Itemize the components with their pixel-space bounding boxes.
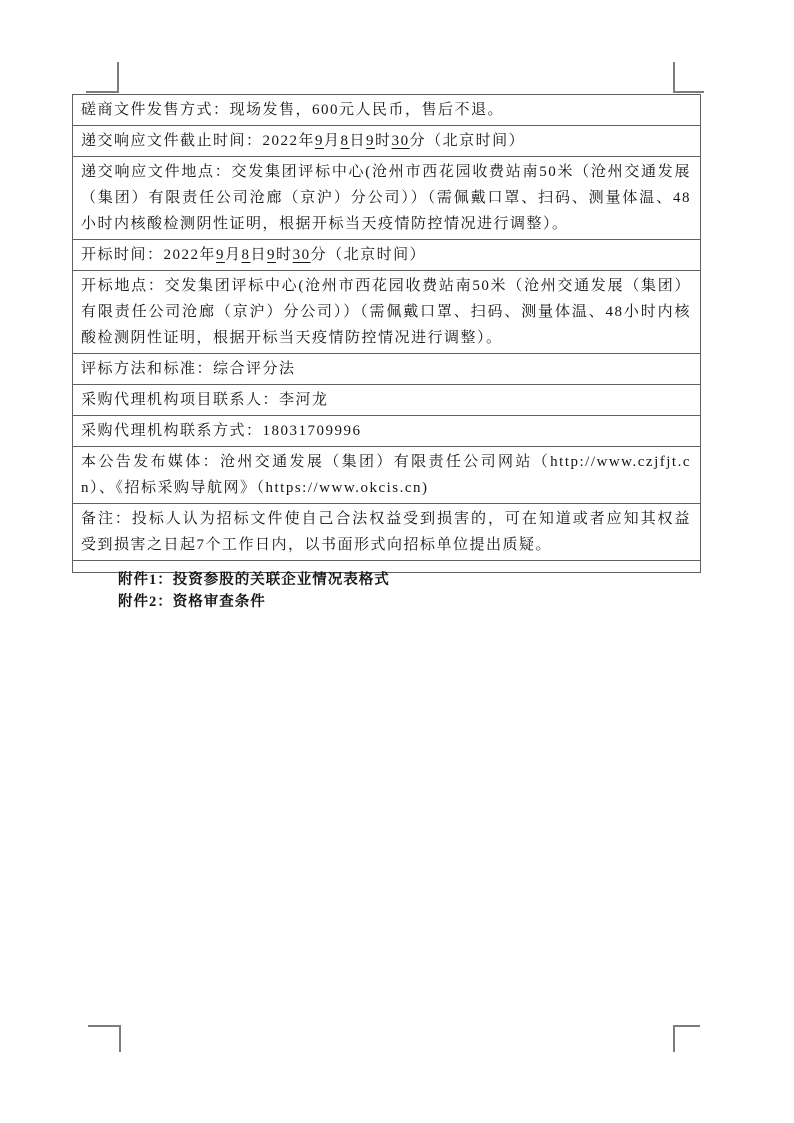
cell-text: 分（北京时间） (310, 247, 427, 263)
table-cell-bid-opening-time (73, 240, 701, 271)
crop-mark-top-left (86, 62, 119, 93)
table-row-response-file-deadline (73, 126, 701, 157)
table-cell-announcement-media (73, 447, 701, 504)
table-row-remarks (73, 504, 701, 561)
cell-text: 评标方法和标准：综合评分法 (81, 361, 296, 377)
table-cell-response-file-location (73, 157, 701, 240)
underlined-text: 30 (391, 133, 410, 149)
cell-text: 分（北京时间） (409, 133, 526, 149)
cell-text: 采购代理机构联系方式：18031709996 (81, 423, 362, 439)
table-row-announcement-media (73, 447, 701, 504)
tender-info-table-body (73, 95, 701, 573)
underlined-text: 9 (315, 133, 325, 149)
underlined-text: 8 (340, 133, 350, 149)
table-cell-agency-project-contact (73, 385, 701, 416)
table-cell-remarks (73, 504, 701, 561)
cell-text: 递交响应文件地点：交发集团评标中心(沧州市西花园收费站南50米（沧州交通发展（集团）有限责任公司沧廊（京沪）分公司））（需佩戴口罩、扫码、测量体温、48小时内核酸检测阴性证明，根据开标当天疫情防控情况进行调整）。 (81, 164, 691, 232)
table-row-response-file-location (73, 157, 701, 240)
underlined-text: 9 (366, 133, 376, 149)
table-cell-evaluation-method (73, 354, 701, 385)
cell-text: 日 (349, 133, 367, 149)
underlined-text: 9 (216, 247, 226, 263)
table-row-consultation-doc-sale-method (73, 95, 701, 126)
attachment-note-1: 附件1：投资参股的关联企业情况表格式 (118, 572, 390, 588)
tender-info-table (72, 94, 701, 573)
cell-text: 递交响应文件截止时间：2022年 (81, 133, 316, 149)
table-row-agency-project-contact (73, 385, 701, 416)
underlined-text: 9 (267, 247, 277, 263)
table-cell-consultation-doc-sale-method (73, 95, 701, 126)
cell-text: 日 (250, 247, 268, 263)
cell-text: 磋商文件发售方式：现场发售，600元人民币，售后不退。 (81, 102, 505, 118)
table-row-bid-opening-time (73, 240, 701, 271)
underlined-text: 8 (241, 247, 251, 263)
crop-mark-bottom-left (88, 1025, 121, 1052)
cell-text: 采购代理机构项目联系人：李河龙 (81, 392, 329, 408)
table-cell-bid-opening-location (73, 271, 701, 354)
table-row-evaluation-method (73, 354, 701, 385)
cell-text: 时 (276, 247, 293, 263)
cell-text: 月 (225, 247, 242, 263)
attachments-list (118, 569, 390, 613)
cell-text: 开标地点：交发集团评标中心(沧州市西花园收费站南50米（沧州交通发展（集团）有限责任公司沧廊（京沪）分公司））（需佩戴口罩、扫码、测量体温、48小时内核酸检测阴性证明，根据开标当天疫情防控情况进行调整）。 (81, 278, 691, 346)
cell-text: 时 (375, 133, 392, 149)
cell-text: 备注：投标人认为招标文件使自己合法权益受到损害的，可在知道或者应知其权益受到损害之日起7个工作日内，以书面形式向招标单位提出质疑。 (81, 511, 691, 553)
cell-text: 月 (324, 133, 341, 149)
table-row-bid-opening-location (73, 271, 701, 354)
underlined-text: 30 (292, 247, 311, 263)
attachment-note-2: 附件2：资格审查条件 (118, 594, 266, 610)
table-row-agency-contact-number (73, 416, 701, 447)
table-cell-agency-contact-number (73, 416, 701, 447)
crop-mark-bottom-right (673, 1025, 700, 1052)
cell-text: 开标时间：2022年 (81, 247, 217, 263)
crop-mark-top-right (673, 62, 704, 93)
cell-text: 本公告发布媒体：沧州交通发展（集团）有限责任公司网站（http://www.czjfjt.cn）、《招标采购导航网》（https://www.okcis.cn) (81, 454, 691, 496)
table-cell-response-file-deadline (73, 126, 701, 157)
